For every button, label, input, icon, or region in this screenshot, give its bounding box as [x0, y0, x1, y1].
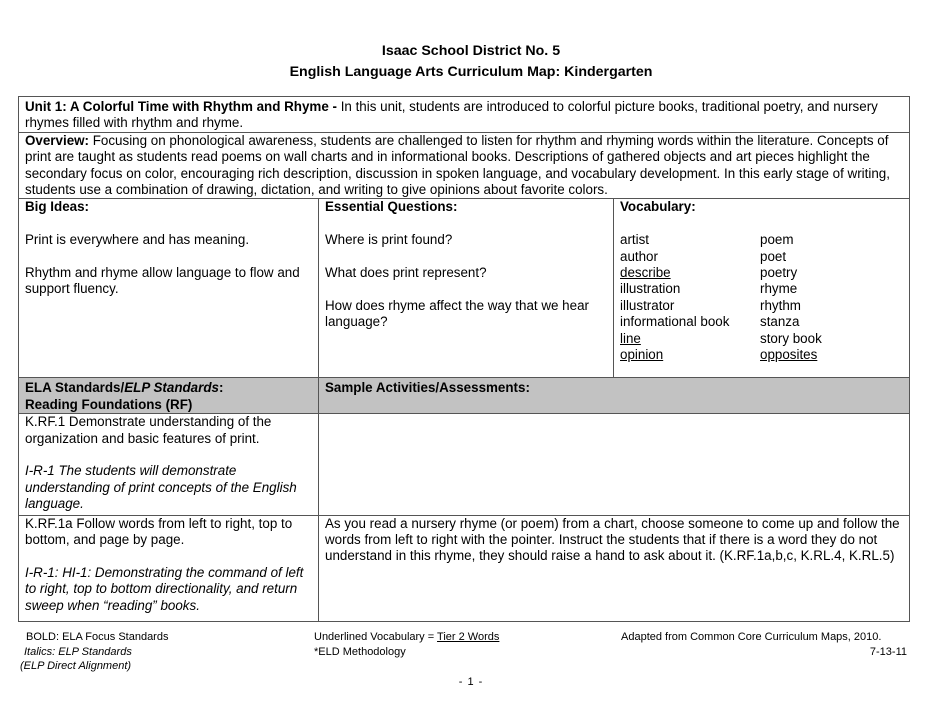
footer-date: 7-13-11	[869, 646, 907, 658]
vocabulary-word: poetry	[760, 265, 798, 281]
document-title: Isaac School District No. 5	[381, 43, 561, 59]
big-idea: Rhythm and rhyme allow language to flow and support fluency.	[25, 265, 300, 297]
unit-cell	[19, 97, 910, 133]
vocabulary-word: line	[620, 330, 641, 346]
essential-question: Where is print found?	[325, 232, 453, 248]
ela-standards-label: ELA Standards/	[25, 380, 125, 396]
vocabulary-word: rhythm	[760, 297, 801, 313]
footer-eld-note: *ELD Methodology	[314, 646, 406, 658]
standard-row	[19, 414, 910, 515]
activities-header-cell	[319, 378, 910, 414]
vocabulary-word: poem	[760, 232, 794, 248]
standard-cell	[19, 515, 319, 621]
footer-elp-note: (ELP Direct Alignment)	[20, 660, 132, 672]
essential-questions-cell	[319, 199, 614, 378]
overview-label: Overview:	[25, 132, 90, 148]
page-number: - 1 -	[458, 676, 484, 688]
ideas-row	[19, 199, 910, 378]
big-ideas-cell	[19, 199, 319, 378]
curriculum-table	[18, 96, 910, 622]
standard-cell	[19, 414, 319, 515]
vocabulary-word: stanza	[760, 314, 800, 330]
footer-underline-note: Underlined Vocabulary = Tier 2 Words	[314, 631, 500, 643]
vocabulary-column	[760, 232, 822, 363]
vocabulary-word: illustration	[620, 281, 681, 297]
tier-2-words: Tier 2 Words	[437, 631, 500, 643]
activities-heading: Sample Activities/Assessments:	[325, 380, 530, 396]
vocabulary-cell	[614, 199, 910, 378]
vocabulary-column	[620, 232, 760, 363]
essential-question: What does print represent?	[325, 265, 487, 281]
ela-standard: K.RF.1 Demonstrate understanding of the organization and basic features of print.	[25, 414, 272, 446]
unit-row	[19, 97, 910, 133]
overview-row	[19, 132, 910, 199]
elp-standard: I-R-1 The students will demonstrate understanding of print concepts of the English language.	[25, 463, 297, 512]
unit-description: In this unit, students are introduced to colorful picture books, traditional poetry, and nursery rhymes filled with rhythm and rhyme.	[25, 99, 878, 131]
vocabulary-heading: Vocabulary:	[620, 199, 696, 215]
essential-questions-heading: Essential Questions:	[325, 199, 458, 215]
big-ideas-heading: Big Ideas:	[25, 199, 89, 215]
ela-standard: K.RF.1a Follow words from left to right, top to bottom, and page by page.	[25, 515, 293, 548]
overview-text: Focusing on phonological awareness, students are challenged to listen for rhythm and rhyming words within the literature. Concepts of print are taught as students read poems on wall charts and in informational books. Descriptions of gathered objects and art pieces highlight the secondary focus on color, encouraging rich description, discussion in spoken language, and vocabulary development. In this early stage of writing, students use a combination of drawing, dictation, and writing to give opinions about favorite colors.	[25, 132, 890, 198]
vocabulary-list	[620, 232, 903, 363]
strand-label: Reading Foundations (RF)	[25, 396, 193, 412]
vocabulary-word: illustrator	[620, 297, 675, 313]
vocabulary-word: story book	[760, 330, 822, 346]
vocabulary-word: opinion	[620, 347, 664, 363]
big-idea: Print is everywhere and has meaning.	[25, 232, 250, 248]
vocabulary-word: informational book	[620, 314, 730, 330]
vocabulary-word: poet	[760, 248, 787, 264]
unit-title: Unit 1: A Colorful Time with Rhythm and Rhyme -	[25, 99, 337, 114]
footer-adapted: Adapted from Common Core Curriculum Maps, 2010.	[621, 631, 882, 643]
standards-header-cell: ELA Standards/ELP Standards: Reading Foundations (RF)	[19, 378, 319, 414]
overview-cell	[19, 132, 910, 199]
vocabulary-word: artist	[620, 232, 650, 248]
elp-standard: I-R-1: HI-1: Demonstrating the command of left to right, top to bottom directionality, and return sweep when “reading” books.	[25, 564, 304, 613]
activity-cell: As you read a nursery rhyme (or poem) from a chart, choose someone to come up and follow the words from left to right with the pointer. Instruct the students that if there is a word they do not understand in this rhyme, they should raise a hand to ask about it. (K.RF.1a,b,c, K.RL.4, K.RL.5)	[319, 515, 910, 621]
activity-cell	[319, 414, 910, 515]
document-subtitle: English Language Arts Curriculum Map: Kindergarten	[289, 64, 653, 80]
footer-italics-note: Italics: ELP Standards	[24, 646, 132, 658]
essential-question: How does rhyme affect the way that we hear language?	[325, 297, 589, 330]
standards-header-row	[19, 378, 910, 414]
elp-standards-label: ELP Standards	[124, 380, 219, 396]
vocabulary-word: rhyme	[760, 281, 798, 297]
vocabulary-word: author	[620, 248, 658, 264]
standard-row	[19, 515, 910, 621]
footer-bold-note: BOLD: ELA Focus Standards	[26, 631, 169, 643]
vocabulary-word: describe	[620, 265, 671, 281]
vocabulary-word: opposites	[760, 347, 818, 363]
